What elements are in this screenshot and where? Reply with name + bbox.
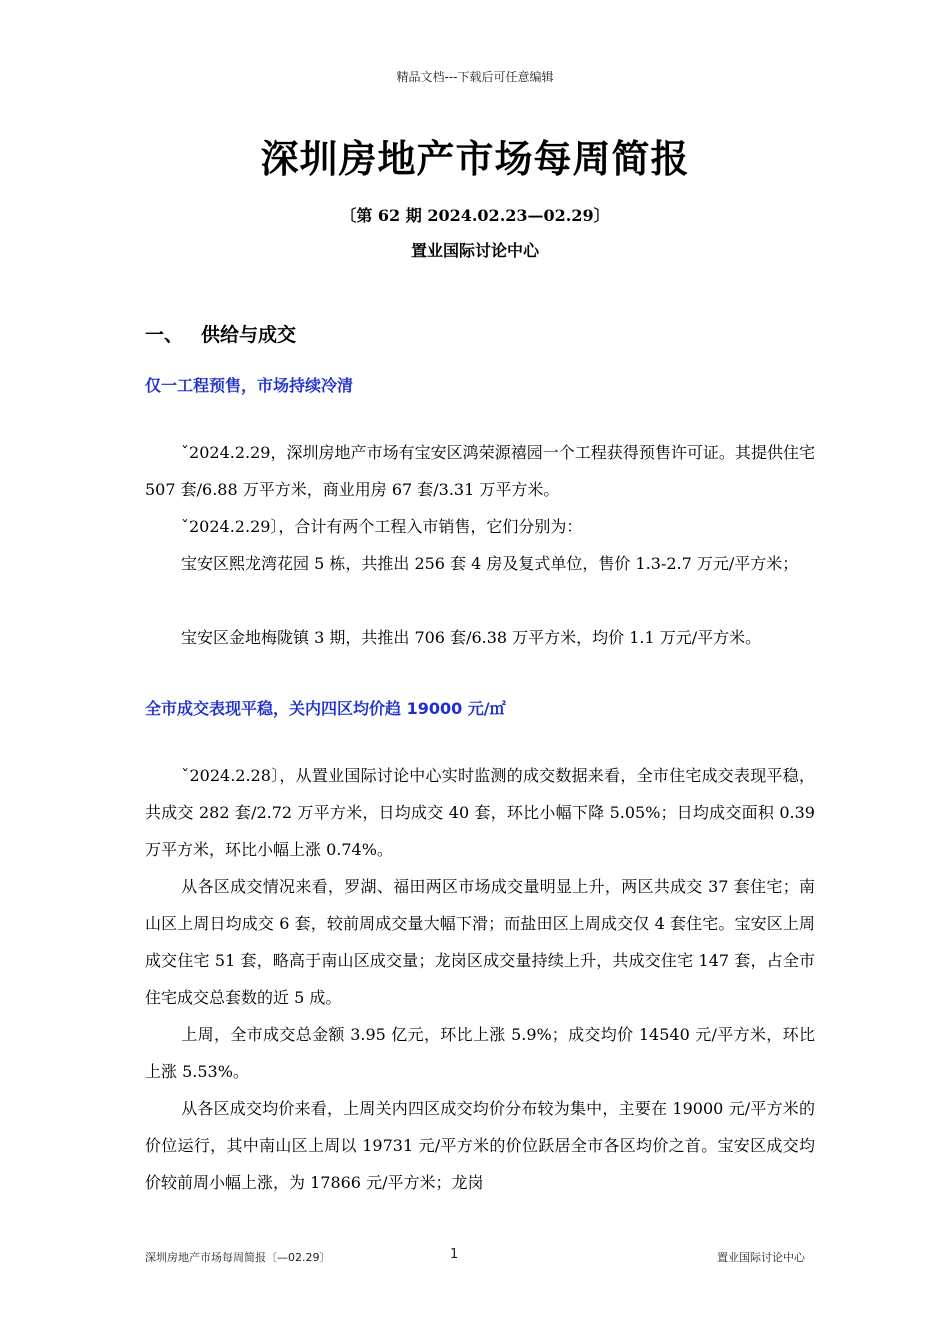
paragraph [145, 545, 815, 582]
paragraph [145, 868, 815, 1016]
page-header-note: 精品文档---下载后可任意编辑 [396, 70, 554, 84]
section-title: 供给与成交 [201, 324, 297, 346]
paragraph-text: ˇ2024.2.29，深圳房地产市场有宝安区鸿荣源禧园一个工程获得预售许可证。其提供住宅 507 套/6.88 万平方米，商业用房 67 套/3.31 万平方米。 [145, 443, 815, 499]
issue-info: 〔第 62 期 2024.02.23—02.29〕 [340, 206, 610, 225]
paragraph-text: 从各区成交情况来看，罗湖、福田两区市场成交量明显上升，两区共成交 37 套住宅；南山区上周日均成交 6 套，较前周成交量大幅下滑；而盐田区上周成交仅 4 套住宅。宝安区上周成交住宅 51 套，略高于南山区成交量；龙岗区成交量持续上升，共成交住宅 147 套，占全市住宅成交总套数的近 5 成。 [145, 877, 815, 1007]
section-heading [145, 320, 296, 347]
paragraph [145, 619, 815, 656]
paragraph-text: 从各区成交均价来看，上周关内四区成交均价分布较为集中，主要在 19000 元/平方米的价位运行，其中南山区上周以 19731 元/平方米的价位跃居全市各区均价之首。宝安区成交均价较前周小幅上涨，为 17866 元/平方米；龙岗 [145, 1099, 815, 1192]
page-number: 1 [450, 1247, 459, 1262]
subheading-supply: 仅一工程预售，市场持续冷清 [145, 376, 354, 395]
paragraph-text: 上周，全市成交总金额 3.95 亿元，环比上涨 5.9%；成交均价 14540 元/平方米，环比上涨 5.53%。 [145, 1025, 815, 1081]
paragraph-text: ˇ2024.2.29〕，合计有两个工程入市销售，它们分别为： [181, 517, 583, 536]
paragraph [145, 1016, 815, 1090]
footer-left-text: 深圳房地产市场每周简报〔—02.29〕 [145, 1251, 331, 1264]
organization-name: 置业国际讨论中心 [410, 241, 539, 260]
footer-right-text: 置业国际讨论中心 [717, 1251, 805, 1264]
paragraph [145, 508, 815, 545]
report-title: 深圳房地产市场每周简报 [260, 137, 690, 181]
subheading-transactions: 全市成交表现平稳，关内四区均价趋 19000 元/㎡ [145, 699, 506, 718]
paragraph-text: 宝安区金地梅陇镇 3 期，共推出 706 套/6.38 万平方米，均价 1.1 万元/平方米。 [181, 628, 762, 647]
paragraph-text: 宝安区熙龙湾花园 5 栋，共推出 256 套 4 房及复式单位，售价 1.3-2.7 万元/平方米； [181, 554, 799, 573]
paragraph [145, 757, 815, 868]
paragraph [145, 1090, 815, 1201]
paragraph-text: ˇ2024.2.28〕，从置业国际讨论中心实时监测的成交数据来看，全市住宅成交表现平稳，共成交 282 套/2.72 万平方米，日均成交 40 套，环比小幅下降 5.05%；日均成交面积 0.39 万平方米，环比小幅上涨 0.74%。 [145, 766, 815, 859]
section-number: 一、 [145, 324, 184, 346]
paragraph [145, 434, 815, 508]
